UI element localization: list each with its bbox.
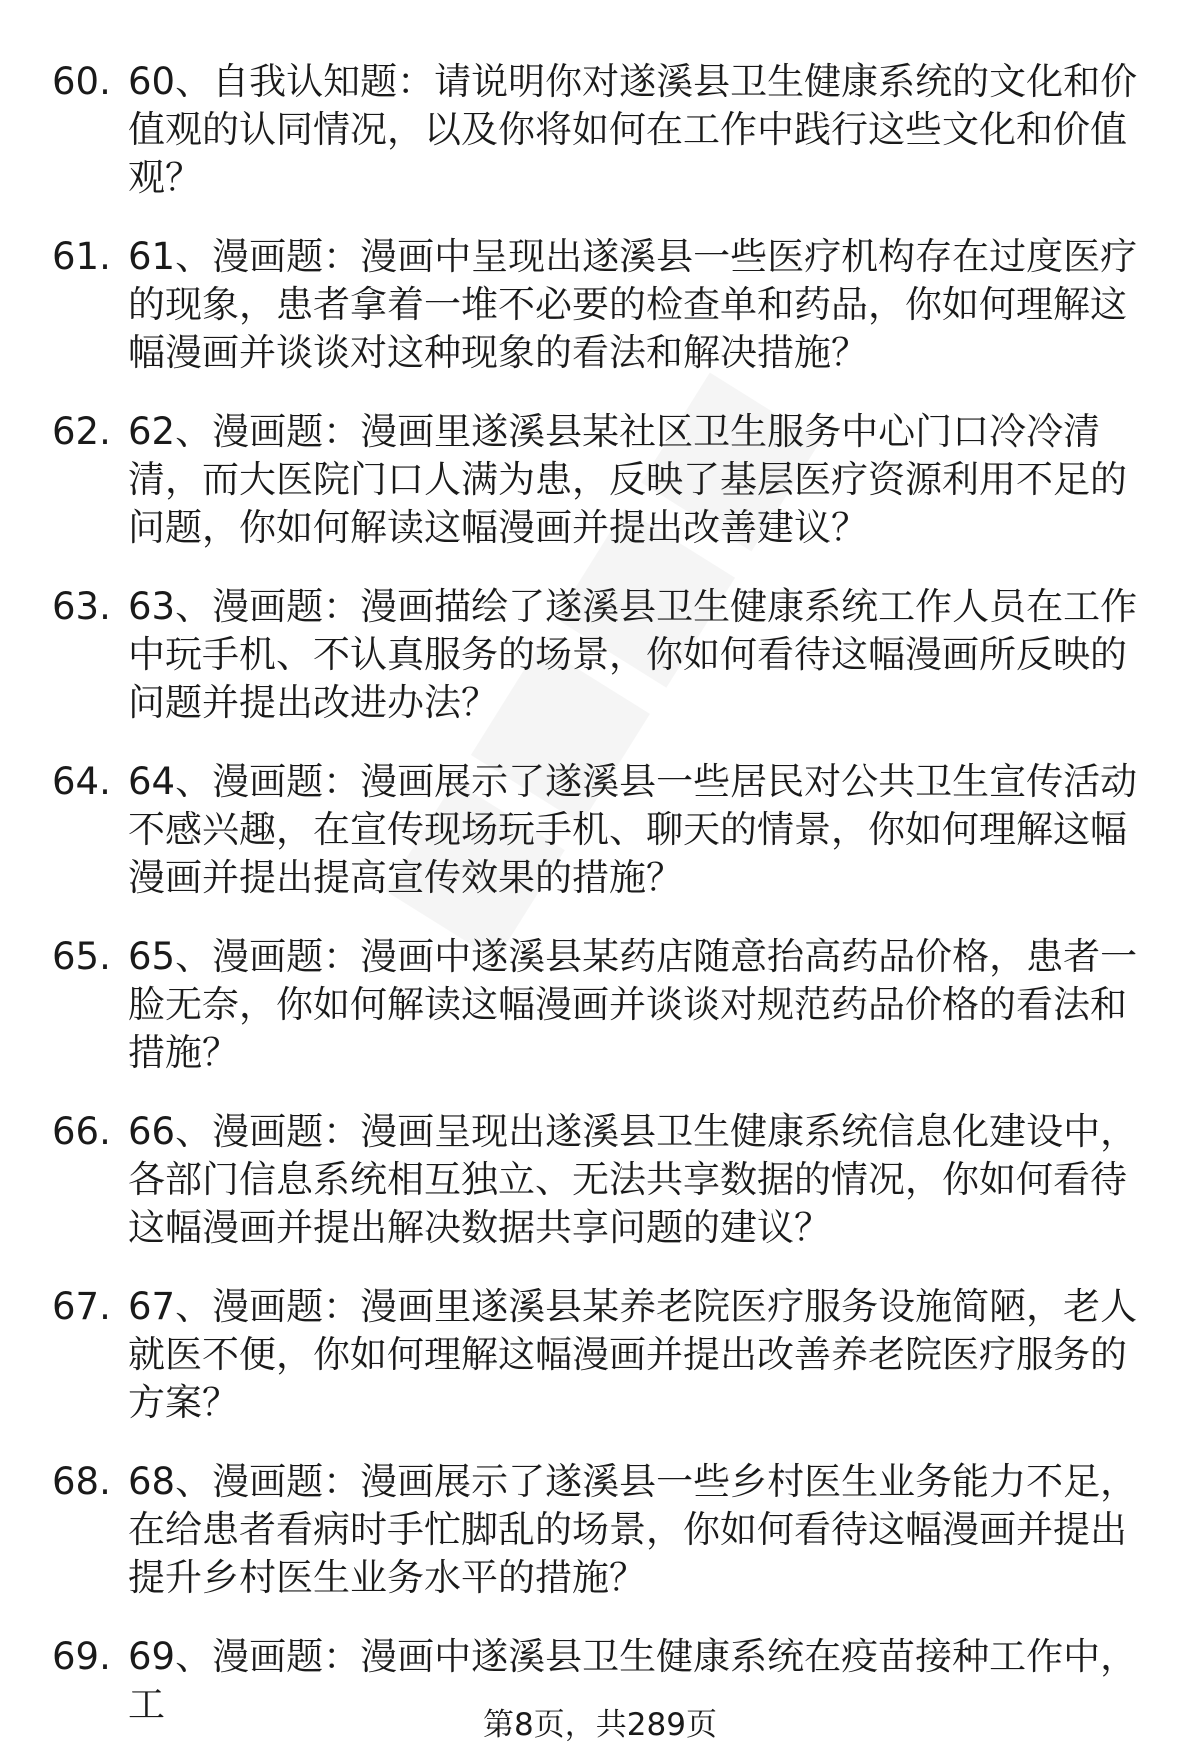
question-number: 62. bbox=[52, 410, 111, 453]
question-number: 64. bbox=[52, 760, 111, 803]
question-list bbox=[0, 58, 1200, 1760]
question-text: 67、漫画题：漫画里遂溪县某养老院医疗服务设施简陋，老人就医不便，你如何理解这幅漫画并提出改善养老院医疗服务的方案？ bbox=[128, 1285, 1138, 1424]
question-item bbox=[0, 58, 1200, 202]
page-footer bbox=[0, 1705, 1200, 1745]
question-item bbox=[0, 233, 1200, 377]
question-text: 61、漫画题：漫画中呈现出遂溪县一些医疗机构存在过度医疗的现象，患者拿着一堆不必要的检查单和药品，你如何理解这幅漫画并谈谈对这种现象的看法和解决措施？ bbox=[128, 235, 1138, 374]
question-text: 69、漫画题：漫画中遂溪县卫生健康系统在疫苗接种工作中，工 bbox=[128, 1635, 1138, 1726]
question-text: 66、漫画题：漫画呈现出遂溪县卫生健康系统信息化建设中，各部门信息系统相互独立、无法共享数据的情况，你如何看待这幅漫画并提出解决数据共享问题的建议？ bbox=[128, 1110, 1138, 1249]
question-item bbox=[0, 583, 1200, 727]
question-text: 63、漫画题：漫画描绘了遂溪县卫生健康系统工作人员在工作中玩手机、不认真服务的场景，你如何看待这幅漫画所反映的问题并提出改进办法？ bbox=[128, 585, 1138, 724]
question-item bbox=[0, 1108, 1200, 1252]
question-text: 65、漫画题：漫画中遂溪县某药店随意抬高药品价格，患者一脸无奈，你如何解读这幅漫画并谈谈对规范药品价格的看法和措施？ bbox=[128, 935, 1138, 1074]
question-number: 63. bbox=[52, 585, 111, 628]
question-text: 68、漫画题：漫画展示了遂溪县一些乡村医生业务能力不足，在给患者看病时手忙脚乱的场景，你如何看待这幅漫画并提出提升乡村医生业务水平的措施？ bbox=[128, 1460, 1138, 1599]
question-item bbox=[0, 933, 1200, 1077]
question-item bbox=[0, 1458, 1200, 1602]
question-number: 69. bbox=[52, 1635, 111, 1678]
question-number: 66. bbox=[52, 1110, 111, 1153]
question-item bbox=[0, 758, 1200, 902]
question-number: 68. bbox=[52, 1460, 111, 1503]
question-text: 62、漫画题：漫画里遂溪县某社区卫生服务中心门口冷冷清清，而大医院门口人满为患，反映了基层医疗资源利用不足的问题，你如何解读这幅漫画并提出改善建议？ bbox=[128, 410, 1127, 549]
page-number-label: 第8页，共289页 bbox=[483, 1707, 717, 1743]
question-item bbox=[0, 1283, 1200, 1427]
question-item bbox=[0, 408, 1200, 552]
question-text: 60、自我认知题：请说明你对遂溪县卫生健康系统的文化和价值观的认同情况，以及你将如何在工作中践行这些文化和价值观？ bbox=[128, 60, 1138, 199]
question-number: 65. bbox=[52, 935, 111, 978]
question-number: 60. bbox=[52, 60, 111, 103]
question-number: 61. bbox=[52, 235, 111, 278]
question-number: 67. bbox=[52, 1285, 111, 1328]
question-text: 64、漫画题：漫画展示了遂溪县一些居民对公共卫生宣传活动不感兴趣，在宣传现场玩手机、聊天的情景，你如何理解这幅漫画并提出提高宣传效果的措施？ bbox=[128, 760, 1138, 899]
